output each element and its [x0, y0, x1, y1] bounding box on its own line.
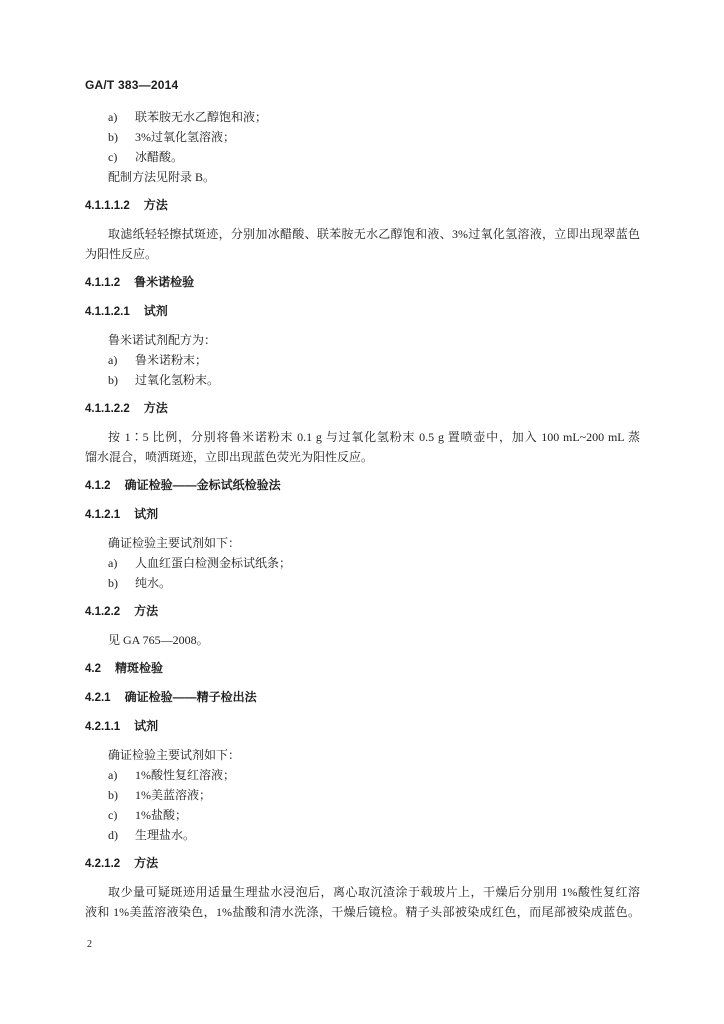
paragraph: 确证检验主要试剂如下：: [108, 536, 241, 550]
list-item: [85, 370, 640, 390]
list-text: 鲁米诺粉末；: [135, 353, 208, 367]
heading-title: 方法: [143, 401, 168, 415]
heading-title: 方法: [134, 856, 159, 870]
list-text: 1%盐酸；: [135, 808, 187, 822]
list-text: 冰醋酸。: [135, 150, 184, 164]
paragraph: 确证检验主要试剂如下：: [108, 748, 241, 762]
heading-title: 试剂: [134, 507, 159, 521]
section-heading: [85, 853, 640, 874]
list-label: b): [108, 788, 118, 802]
heading-number: 4.2.1.1: [85, 721, 121, 733]
heading-title: 方法: [143, 198, 168, 212]
paragraph-line: 液和 1%美蓝溶液染色，1%盐酸和清水洗涤，干燥后镜检。精子头部被染成红色，而尾部被染成蓝色。: [85, 905, 640, 919]
list-label: a): [108, 353, 118, 367]
paragraph: 配制方法见附录 B。: [108, 170, 216, 184]
heading-number: 4.1.1.2.1: [85, 306, 130, 318]
list-text: 1%美蓝溶液；: [135, 788, 211, 802]
standard-code-header: GA/T 383—2014: [85, 78, 179, 92]
heading-title: 确证检验——精子检出法: [124, 690, 257, 704]
section-heading: [85, 658, 640, 679]
list-label: c): [108, 150, 118, 164]
heading-number: 4.1.1.2.2: [85, 403, 130, 415]
paragraph: [85, 882, 640, 922]
page-content: [85, 75, 640, 922]
list-label: b): [108, 130, 118, 144]
list-label: a): [108, 768, 118, 782]
list-label: a): [108, 110, 118, 124]
list-label: a): [108, 556, 118, 570]
section-heading: [85, 716, 640, 737]
list-label: b): [108, 373, 118, 387]
section-heading: [85, 504, 640, 525]
list-item: [85, 805, 640, 825]
list-item: [85, 127, 640, 147]
section-heading: [85, 475, 640, 496]
heading-number: 4.1.2: [85, 480, 111, 492]
paragraph: 鲁米诺试剂配方为：: [108, 333, 217, 347]
heading-number: 4.1.2.1: [85, 509, 121, 521]
list-label: d): [108, 828, 118, 842]
paragraph-line: 馏水混合，喷洒斑迹，立即出现蓝色荧光为阳性反应。: [85, 450, 374, 464]
list-text: 纯水。: [135, 576, 172, 590]
list-item: [85, 350, 640, 370]
list-item: [85, 825, 640, 845]
list-text: 人血红蛋白检测金标试纸条；: [135, 556, 292, 570]
list-text: 生理盐水。: [135, 828, 196, 842]
heading-title: 试剂: [143, 304, 168, 318]
heading-number: 4.1.1.1.2: [85, 200, 130, 212]
list-text: 联苯胺无水乙醇饱和液；: [135, 110, 268, 124]
heading-number: 4.1.2.2: [85, 606, 121, 618]
section-heading: [85, 398, 640, 419]
list-item: [85, 785, 640, 805]
list-item: [85, 553, 640, 573]
paragraph-line: 取滤纸轻轻擦拭斑迹，分别加冰醋酸、联苯胺无水乙醇饱和液、3%过氧化氢溶液，立即出现翠蓝色: [108, 227, 640, 241]
heading-number: 4.1.1.2: [85, 277, 121, 289]
paragraph: 见 GA 765—2008。: [108, 633, 209, 647]
list-label: b): [108, 576, 118, 590]
list-text: 1%酸性复红溶液；: [135, 768, 235, 782]
heading-title: 试剂: [134, 719, 159, 733]
heading-number: 4.2: [85, 663, 101, 675]
heading-number: 4.2.1.2: [85, 858, 121, 870]
list-item: [85, 147, 640, 167]
heading-title: 精斑检验: [115, 661, 164, 675]
heading-title: 确证检验——金标试纸检验法: [124, 478, 281, 492]
section-heading: [85, 272, 640, 293]
heading-number: 4.2.1: [85, 692, 111, 704]
list-label: c): [108, 808, 118, 822]
heading-title: 方法: [134, 604, 159, 618]
list-item: [85, 107, 640, 127]
list-item: [85, 765, 640, 785]
section-heading: [85, 687, 640, 708]
list-text: 过氧化氢粉末。: [135, 373, 220, 387]
page-number: 2: [87, 939, 92, 950]
paragraph-line: 为阳性反应。: [85, 247, 158, 261]
paragraph-line: 取少量可疑斑迹用适量生理盐水浸泡后，离心取沉渣涂于载玻片上，干燥后分别用 1%酸性复红溶: [108, 885, 640, 899]
list-item: [85, 573, 640, 593]
section-heading: [85, 301, 640, 322]
list-text: 3%过氧化氢溶液；: [135, 130, 235, 144]
paragraph: [85, 427, 640, 467]
paragraph: [85, 224, 640, 264]
heading-title: 鲁米诺检验: [134, 275, 195, 289]
section-heading: [85, 195, 640, 216]
section-heading: [85, 601, 640, 622]
paragraph-line: 按 1∶5 比例，分别将鲁米诺粉末 0.1 g 与过氧化氢粉末 0.5 g 置喷壶中，加入 100 mL~200 mL 蒸: [108, 430, 640, 444]
